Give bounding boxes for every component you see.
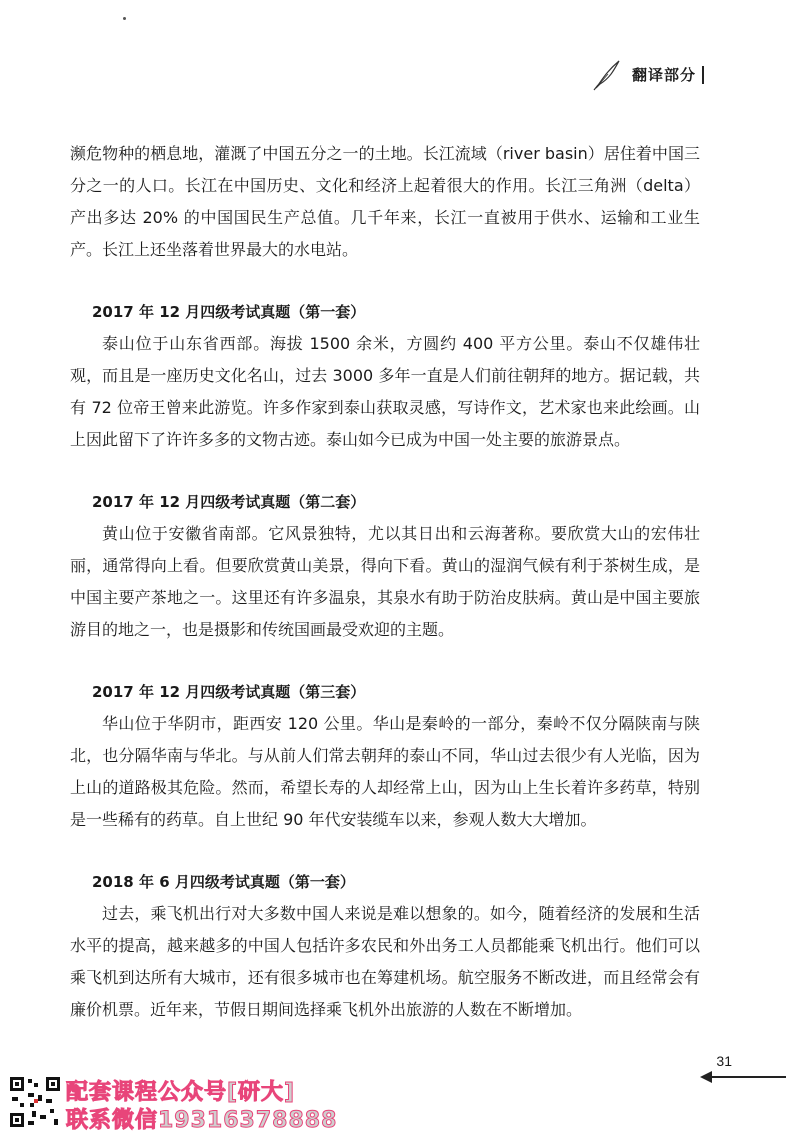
page-footer-rule: [712, 1076, 786, 1078]
page-header: [592, 58, 704, 92]
watermark-text-line2: 联系微信19316378888: [66, 1108, 338, 1133]
main-content: [70, 138, 700, 1026]
watermark-text-line1: 配套课程公众号[研大]: [66, 1080, 296, 1105]
section-title: 翻译部分: [632, 66, 704, 84]
exam-section-3: [70, 676, 700, 836]
page-marker-triangle-icon: [700, 1071, 712, 1083]
section-heading: 2018 年 6 月四级考试真题（第一套）: [92, 873, 355, 891]
exam-section-1: [70, 296, 700, 456]
section-heading: 2017 年 12 月四级考试真题（第二套）: [92, 493, 366, 511]
section-body: 过去，乘飞机出行对大多数中国人来说是难以想象的。如今，随着经济的发展和生活水平的提高，越来越多的中国人包括许多农民和外出务工人员都能乘飞机出行。他们可以乘飞机到达所有大城市，还有很多城市也在筹建机场。航空服务不断改进，而且经常会有廉价机票。近年来，节假日期间选择乘飞机外出旅游的人数在不断增加。: [70, 904, 700, 1019]
intro-paragraph: 濒危物种的栖息地，灌溉了中国五分之一的土地。长江流域（river basin）居住着中国三分之一的人口。长江在中国历史、文化和经济上起着很大的作用。长江三角洲（delta）产出多达 20% 的中国国民生产总值。几千年来，长江一直被用于供水、运输和工业生产。长江上还坐落着世界最大的水电站。: [70, 144, 700, 259]
section-heading: 2017 年 12 月四级考试真题（第一套）: [92, 303, 366, 321]
scan-speck: [123, 17, 126, 20]
page-number: 31: [716, 1053, 732, 1069]
section-body: 华山位于华阴市，距西安 120 公里。华山是秦岭的一部分，秦岭不仅分隔陕南与陕北，也分隔华南与华北。与从前人们常去朝拜的泰山不同，华山过去很少有人光临，因为上山的道路极其危险。然而，希望长寿的人却经常上山，因为山上生长着许多药草，特别是一些稀有的药草。自上世纪 90 年代安装缆车以来，参观人数大大增加。: [70, 714, 700, 829]
section-body: 泰山位于山东省西部。海拔 1500 余米，方圆约 400 平方公里。泰山不仅雄伟壮观，而且是一座历史文化名山，过去 3000 多年一直是人们前往朝拜的地方。据记载，共有 72 位帝王曾来此游览。许多作家到泰山获取灵感，写诗作文，艺术家也来此绘画。山上因此留下了许许多多的文物古迹。泰山如今已成为中国一处主要的旅游景点。: [70, 334, 700, 449]
exam-section-2: [70, 486, 700, 646]
qr-code-icon: [8, 1075, 62, 1129]
exam-section-4: [70, 866, 700, 1026]
feather-quill-icon: [592, 58, 622, 92]
section-body: 黄山位于安徽省南部。它风景独特，尤以其日出和云海著称。要欣赏大山的宏伟壮丽，通常得向上看。但要欣赏黄山美景，得向下看。黄山的湿润气候有利于茶树生成，是中国主要产茶地之一。这里还有许多温泉，其泉水有助于防治皮肤病。黄山是中国主要旅游目的地之一，也是摄影和传统国画最受欢迎的主题。: [70, 524, 700, 639]
section-heading: 2017 年 12 月四级考试真题（第三套）: [92, 683, 366, 701]
